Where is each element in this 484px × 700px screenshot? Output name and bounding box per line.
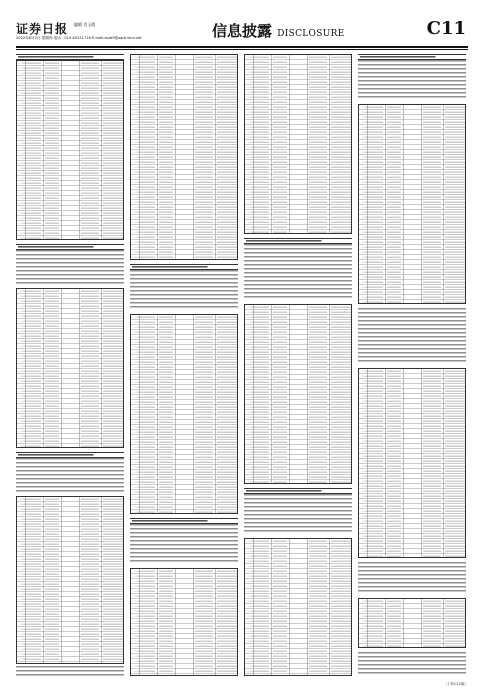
data-table: [16, 60, 124, 240]
data-table: [130, 568, 238, 676]
continuation-note: （下转C12版）: [443, 682, 468, 686]
data-table: [130, 314, 238, 514]
date-contact-line: 2022年6月2日 星期四 电话：010-83251716 E-mail:zqrb9@zqrb.sina.net: [16, 36, 142, 40]
data-table: [358, 598, 466, 648]
column-1: [16, 54, 124, 676]
data-table: [244, 538, 352, 676]
text-block: [358, 60, 466, 100]
text-block: [358, 652, 466, 676]
column-2: [130, 54, 238, 676]
section-title: [212, 20, 345, 41]
section-title-en: DISCLOSURE: [277, 29, 345, 39]
data-table: [16, 288, 124, 448]
text-block: [130, 270, 238, 310]
text-block: [244, 494, 352, 534]
data-table: [244, 54, 352, 234]
text-block: [244, 244, 352, 300]
column-4: [358, 54, 466, 676]
data-table: [130, 54, 238, 260]
data-table: [16, 496, 124, 664]
editor-line: 编辑 肖玉霞: [74, 22, 96, 27]
text-block: [16, 666, 124, 676]
page-number: C11: [426, 18, 466, 39]
text-block: [16, 250, 124, 284]
data-table: [358, 104, 466, 304]
masthead: [16, 18, 468, 46]
text-block: [130, 524, 238, 564]
data-table: [358, 368, 466, 558]
text-block: [358, 562, 466, 594]
masthead-rule-thin: [16, 49, 468, 50]
column-3: [244, 54, 352, 676]
text-block: [16, 458, 124, 492]
text-block: [358, 308, 466, 364]
data-table: [244, 304, 352, 484]
masthead-rule: [16, 46, 468, 48]
newspaper-logo: 证券日报: [16, 22, 69, 36]
section-title-cn: 信息披露: [212, 22, 273, 40]
